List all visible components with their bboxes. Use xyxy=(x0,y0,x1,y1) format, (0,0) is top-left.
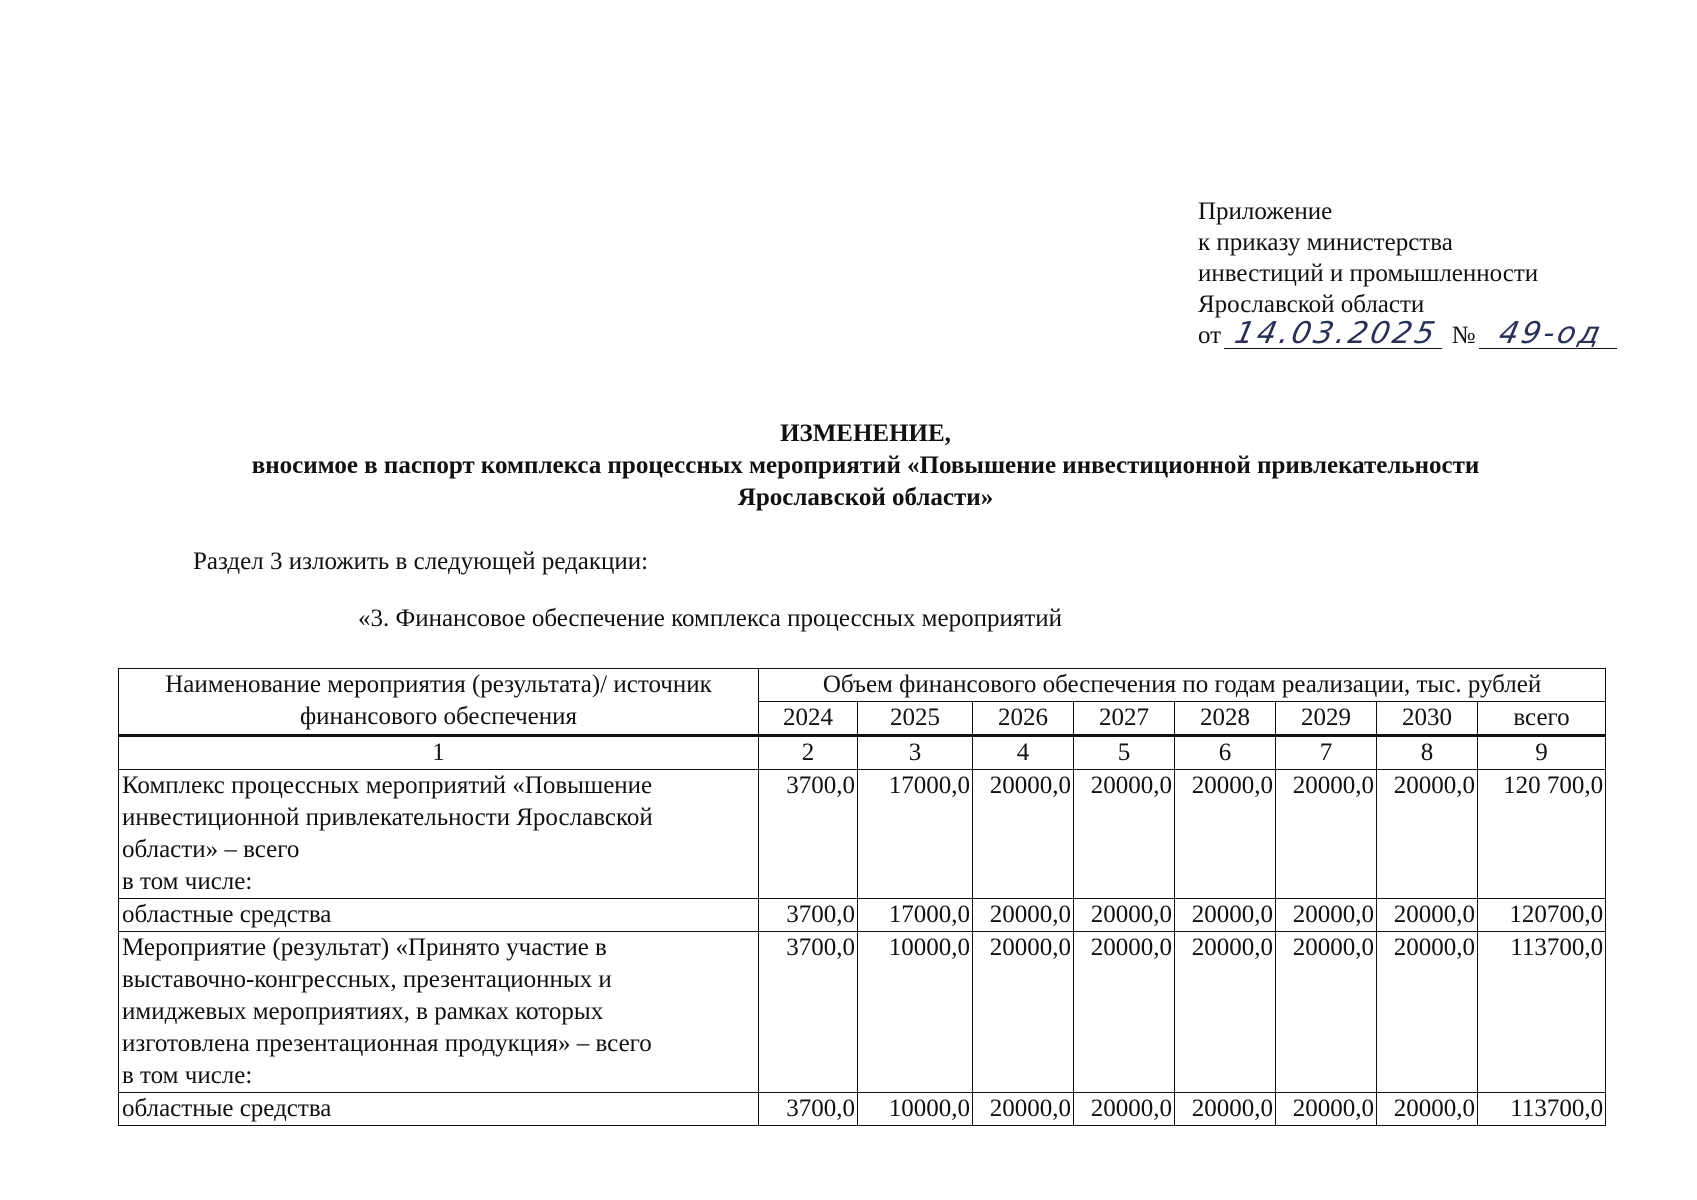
cell-value: 17000,0 xyxy=(858,770,973,899)
column-number: 9 xyxy=(1478,736,1606,770)
row-name-line: имиджевых мероприятиях, в рамках которых xyxy=(122,998,604,1025)
cell-value: 20000,0 xyxy=(973,899,1074,932)
appendix-line: инвестиций и промышленности xyxy=(1198,260,1539,287)
row-name-line: областные средства xyxy=(122,1095,332,1122)
cell-total: 113700,0 xyxy=(1478,1093,1606,1126)
row-name xyxy=(119,899,759,932)
appendix-line: Приложение xyxy=(1198,198,1333,225)
cell-value: 20000,0 xyxy=(1175,770,1276,899)
row-name-line: областные средства xyxy=(122,901,332,928)
table-row xyxy=(119,932,1606,1093)
table-head xyxy=(119,669,1606,736)
cell-value: 17000,0 xyxy=(858,899,973,932)
heading-subtitle-line-1: вносимое в паспорт комплекса процессных мероприятий «Повышение инвестиционной привлекательности xyxy=(251,452,1480,479)
year-header: 2029 xyxy=(1276,702,1377,736)
cell-value: 20000,0 xyxy=(973,932,1074,1093)
cell-value: 20000,0 xyxy=(1175,932,1276,1093)
handwritten-date: 14.03.2025 xyxy=(1224,320,1448,349)
cell-value: 20000,0 xyxy=(1377,932,1478,1093)
name-column-header: Наименование мероприятия (результата)/ источник финансового обеспечения xyxy=(119,669,759,736)
row-name-line: Мероприятие (результат) «Принято участие в xyxy=(122,934,607,961)
document-heading xyxy=(100,418,1631,514)
volume-column-header: Объем финансового обеспечения по годам реализации, тыс. рублей xyxy=(759,669,1606,702)
column-number: 4 xyxy=(973,736,1074,770)
column-number: 3 xyxy=(858,736,973,770)
column-number: 1 xyxy=(119,736,759,770)
order-date-number-line xyxy=(1198,316,1620,351)
cell-value: 20000,0 xyxy=(1175,899,1276,932)
cell-total: 120 700,0 xyxy=(1478,770,1606,899)
row-name-line: Комплекс процессных мероприятий «Повышение xyxy=(122,772,653,799)
total-header: всего xyxy=(1478,702,1606,736)
cell-value: 20000,0 xyxy=(1074,770,1175,899)
cell-value: 3700,0 xyxy=(759,899,858,932)
year-header: 2024 xyxy=(759,702,858,736)
cell-value: 20000,0 xyxy=(1175,1093,1276,1126)
appendix-line: Ярославской области xyxy=(1198,291,1425,318)
cell-value: 20000,0 xyxy=(973,1093,1074,1126)
year-header: 2028 xyxy=(1175,702,1276,736)
cell-value: 20000,0 xyxy=(1276,1093,1377,1126)
year-header: 2027 xyxy=(1074,702,1175,736)
row-name-line: области» – всего xyxy=(122,836,300,863)
year-header: 2025 xyxy=(858,702,973,736)
column-number: 7 xyxy=(1276,736,1377,770)
year-header: 2026 xyxy=(973,702,1074,736)
row-name-line: в том числе: xyxy=(122,1062,253,1089)
table-row xyxy=(119,770,1606,899)
cell-value: 20000,0 xyxy=(1377,1093,1478,1126)
cell-value: 3700,0 xyxy=(759,1093,858,1126)
column-number-row xyxy=(119,736,1606,770)
cell-total: 113700,0 xyxy=(1478,932,1606,1093)
section-title: «3. Финансовое обеспечение комплекса процессных мероприятий xyxy=(357,605,1063,632)
column-number: 8 xyxy=(1377,736,1478,770)
cell-value: 3700,0 xyxy=(759,932,858,1093)
cell-value: 10000,0 xyxy=(858,932,973,1093)
row-name-line: выставочно-конгрессных, презентационных и xyxy=(122,966,612,993)
year-header: 2030 xyxy=(1377,702,1478,736)
cell-value: 20000,0 xyxy=(1377,770,1478,899)
handwritten-order-number: 49-од xyxy=(1479,320,1623,349)
appendix-block xyxy=(1198,196,1620,351)
cell-value: 20000,0 xyxy=(1276,932,1377,1093)
cell-value: 20000,0 xyxy=(1074,932,1175,1093)
row-name xyxy=(119,770,759,899)
table-row xyxy=(119,899,1606,932)
heading-subtitle-line-2: Ярославской области» xyxy=(737,484,994,511)
row-name xyxy=(119,1093,759,1126)
row-name xyxy=(119,932,759,1093)
cell-value: 10000,0 xyxy=(858,1093,973,1126)
financing-table xyxy=(118,668,1606,1126)
cell-value: 20000,0 xyxy=(1074,1093,1175,1126)
number-prefix: № xyxy=(1451,322,1476,349)
heading-title: ИЗМЕНЕНИЕ, xyxy=(780,420,951,447)
appendix-line: к приказу министерства xyxy=(1198,229,1453,256)
intro-paragraph: Раздел 3 изложить в следующей редакции: xyxy=(193,548,649,575)
column-number: 5 xyxy=(1074,736,1175,770)
cell-value: 20000,0 xyxy=(973,770,1074,899)
table-row xyxy=(119,1093,1606,1126)
cell-value: 3700,0 xyxy=(759,770,858,899)
table-body xyxy=(119,736,1606,1126)
cell-total: 120700,0 xyxy=(1478,899,1606,932)
header-row xyxy=(119,669,1606,702)
cell-value: 20000,0 xyxy=(1276,770,1377,899)
cell-value: 20000,0 xyxy=(1377,899,1478,932)
cell-value: 20000,0 xyxy=(1074,899,1175,932)
date-prefix: от xyxy=(1198,322,1222,349)
cell-value: 20000,0 xyxy=(1276,899,1377,932)
row-name-line: инвестиционной привлекательности Ярославской xyxy=(122,804,653,831)
row-name-line: изготовлена презентационная продукция» – всего xyxy=(122,1030,652,1057)
column-number: 2 xyxy=(759,736,858,770)
row-name-line: в том числе: xyxy=(122,868,253,895)
column-number: 6 xyxy=(1175,736,1276,770)
